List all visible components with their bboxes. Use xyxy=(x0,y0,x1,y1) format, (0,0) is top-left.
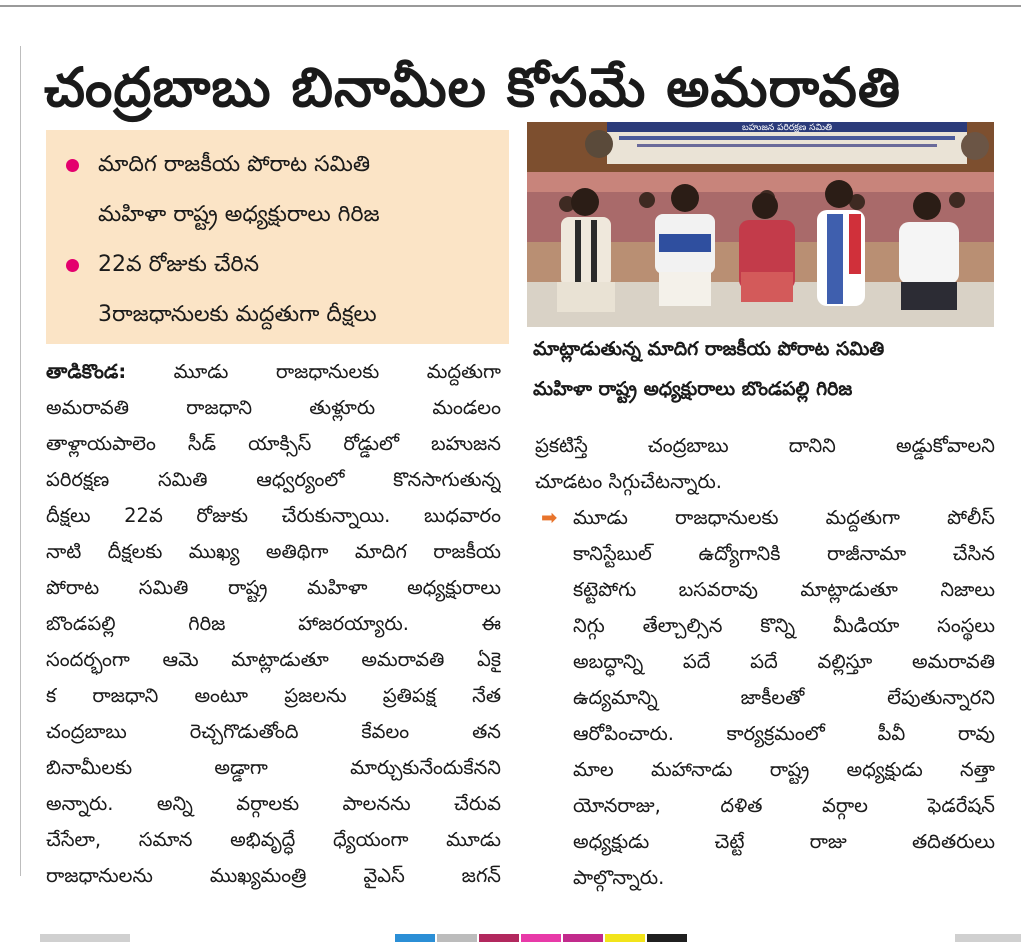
highlight-item xyxy=(58,240,497,340)
article-line: ప్రకటిస్తే చంద్రబాబు దానిని అడ్డుకోవాలని xyxy=(535,434,995,457)
color-swatch xyxy=(479,934,519,942)
article-line: రాజధానులను ముఖ్యమంత్రి వైఎస్ జగన్ xyxy=(46,864,501,887)
article-line: యోనరాజు, దళిత వర్గాల ఫెడరేషన్ xyxy=(573,794,995,817)
highlight-line: 22వ రోజుకు చేరిన xyxy=(98,252,260,277)
article-line: అన్నారు. అన్ని వర్గాలకు పాలనను చేరువ xyxy=(46,792,501,815)
dateline: తాడికొండ: xyxy=(46,360,127,383)
article-line: సందర్భంగా ఆమె మాట్లాడుతూ అమరావతి ఏకై xyxy=(46,648,501,671)
article-line: నాటి దీక్షలకు ముఖ్య అతిథిగా మాదిగ రాజకీయ xyxy=(46,540,501,563)
article-line: అధ్యక్షుడు చెట్టే రాజు తదితరులు xyxy=(573,830,995,853)
color-swatch xyxy=(437,934,477,942)
article-line: పోరాట సమితి రాష్ట్ర మహిళా అధ్యక్షురాలు xyxy=(46,576,501,599)
highlight-line: మాదిగ రాజకీయ పోరాట సమితి xyxy=(98,152,371,177)
article-line: కానిస్టేబుల్ ఉద్యోగానికి రాజీనామా చేసిన xyxy=(573,542,995,565)
print-mark xyxy=(955,934,1021,942)
headline: చంద్రబాబు బినామీల కోసమే అమరావతి xyxy=(44,56,902,119)
article-line: దీక్షలు 22వ రోజుకు చేరుకున్నాయి. బుధవారం xyxy=(46,504,501,527)
article-text: మూడు రాజధానులకు మద్దతుగా పోలీస్ xyxy=(573,506,995,529)
photo-banner-text: బహుజన పరిరక్షణ సమితి xyxy=(741,123,833,133)
top-rule xyxy=(0,5,1021,7)
article-line: ఆరోపించారు. కార్యక్రమంలో పీవీ రావు xyxy=(573,722,995,745)
caption-line: మాట్లాడుతున్న మాదిగ రాజకీయ పోరాట సమితి xyxy=(533,338,885,360)
article-line xyxy=(46,354,501,390)
article-line: పాల్గొన్నారు. xyxy=(573,866,665,889)
highlight-line: 3రాజధానులకు మద్దతుగా దీక్షలు xyxy=(98,302,377,327)
article-line: బొండపల్లి గిరిజ హాజరయ్యారు. ఈ xyxy=(46,612,501,635)
highlight-item xyxy=(58,140,497,240)
article-column-right xyxy=(535,428,995,896)
article-line: మాల మహానాడు రాష్ట్ర అధ్యక్షుడు నత్తా xyxy=(573,758,995,781)
color-swatch xyxy=(521,934,561,942)
highlight-line: మహిళా రాష్ట్ర అధ్యక్షురాలు గిరిజ xyxy=(98,202,380,227)
caption-line: మహిళా రాష్ట్ర అధ్యక్షురాలు బొండపల్లి గిరిజ xyxy=(533,378,853,400)
article-line: పరిరక్షణ సమితి ఆధ్వర్యంలో కొనసాగుతున్న xyxy=(46,468,501,491)
photo-caption xyxy=(533,329,1003,409)
column-rule xyxy=(20,46,21,876)
arrow-bullet-icon: ➡ xyxy=(541,506,558,529)
article-column-left xyxy=(46,354,501,894)
article-line: తాళ్లాయపాలెం సీడ్ యాక్సిస్ రోడ్డులో బహుజన xyxy=(46,432,501,455)
color-swatch xyxy=(563,934,603,942)
bullet-dot-icon xyxy=(66,159,79,172)
article-line: ఉద్యమాన్ని జాకీలతో లేపుతున్నారని xyxy=(573,686,995,709)
color-swatch xyxy=(395,934,435,942)
highlights-box xyxy=(46,130,509,344)
article-line: నిగ్గు తేల్చాల్సిన కొన్ని మీడియా సంస్థలు xyxy=(573,614,995,637)
news-photo xyxy=(527,122,994,327)
article-line: బినామీలకు అడ్డాగా మార్చుకునేందుకేనని xyxy=(46,756,501,779)
article-line: క రాజధాని అంటూ ప్రజలను ప్రతిపక్ష నేత xyxy=(46,684,501,707)
article-line: కట్టెపోగు బసవరావు మాట్లాడుతూ నిజాలు xyxy=(573,578,995,601)
color-swatch xyxy=(647,934,687,942)
article-line: అమరావతి రాజధాని తుళ్లూరు మండలం xyxy=(46,396,501,419)
print-mark xyxy=(40,934,130,942)
article-line xyxy=(535,500,995,536)
article-line: చూడటం సిగ్గుచేటన్నారు. xyxy=(535,470,723,493)
color-swatch xyxy=(605,934,645,942)
article-line: చేసేలా, సమాన అభివృద్ధే ధ్యేయంగా మూడు xyxy=(46,828,501,851)
article-line: చంద్రబాబు రెచ్చగొడుతోంది కేవలం తన xyxy=(46,720,501,743)
article-text: మూడు రాజధానులకు మద్దతుగా xyxy=(126,360,501,383)
article-line: అబద్ధాన్ని పదే పదే వల్లిస్తూ అమరావతి xyxy=(573,650,995,673)
bullet-dot-icon xyxy=(66,259,79,272)
